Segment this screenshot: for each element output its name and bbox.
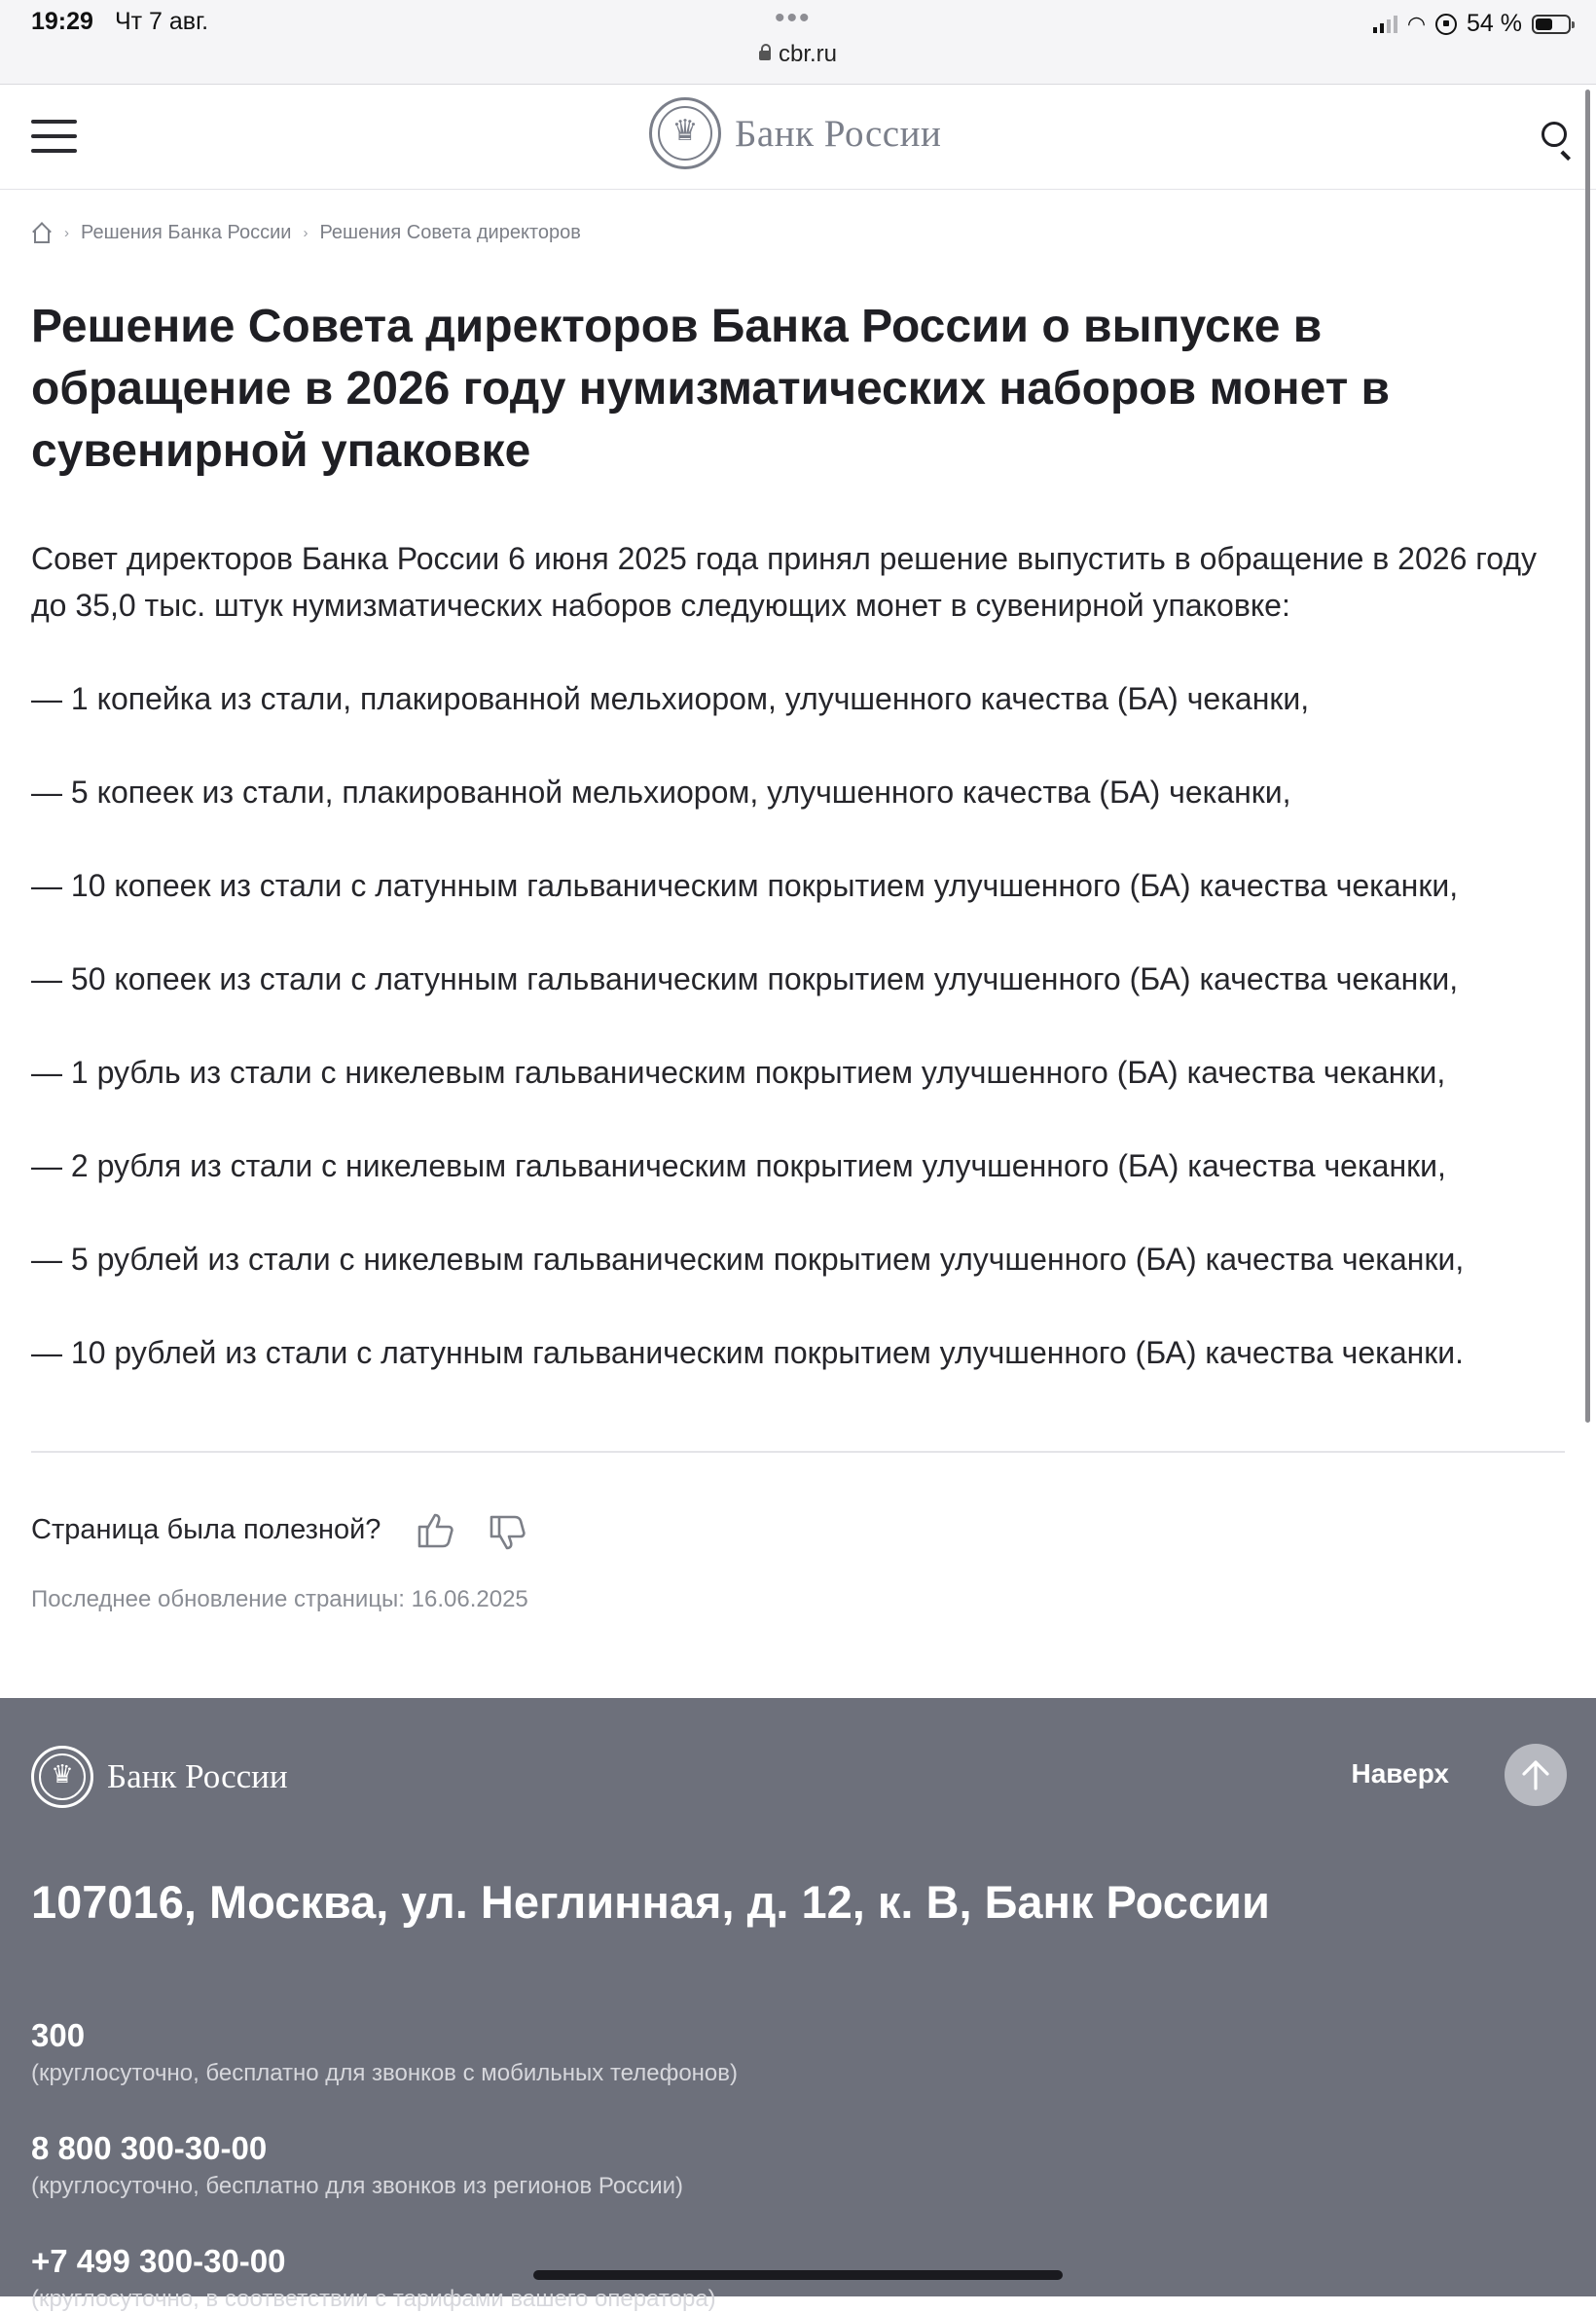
site-header (0, 85, 1596, 190)
breadcrumb-link-board-decisions[interactable]: Решения Совета директоров (319, 222, 581, 243)
breadcrumb (31, 222, 581, 244)
footer-address: 107016, Москва, ул. Неглинная, д. 12, к. В, Банк России (31, 1876, 1270, 1928)
site-footer (0, 1698, 1596, 2312)
page-title: Решение Совета директоров Банка России о выпуске в обращение в 2026 году нумизматических наборов монет в сувенирной упаковке (31, 301, 1391, 477)
home-icon[interactable] (31, 223, 53, 244)
breadcrumb-link-decisions[interactable]: Решения Банка России (81, 222, 292, 243)
feedback-block (31, 1503, 530, 1556)
article-body (31, 535, 1569, 1376)
list-item: — 5 рублей из стали с никелевым гальваническим покрытием улучшенного (БА) качества чеканки, (31, 1242, 1465, 1277)
phone-number[interactable]: 8 800 300-30-00 (31, 2130, 268, 2166)
search-icon[interactable] (1542, 122, 1567, 147)
battery-icon (1532, 15, 1571, 34)
double-headed-eagle-emblem-icon (31, 1746, 93, 1808)
status-date: Чт 7 авг. (115, 8, 209, 35)
lock-icon (759, 51, 771, 60)
wifi-icon: ◠ (1406, 11, 1427, 36)
chevron-right-icon: › (64, 225, 69, 241)
double-headed-eagle-emblem-icon (649, 97, 721, 169)
rotation-lock-icon (1435, 14, 1457, 35)
status-indicators (1373, 10, 1571, 38)
footer-logo-text: Банк России (107, 1757, 288, 1795)
multitasking-dots-icon[interactable]: ••• (775, 2, 812, 34)
url-text: cbr.ru (778, 41, 838, 67)
phone-contact (31, 2017, 738, 2087)
article-intro: Совет директоров Банка России 6 июня 2025 года принял решение выпустить в обращение в 2026 году до 35,0 тыс. штук нумизматических наборов следующих монет в сувенирной упаковке: (31, 541, 1537, 623)
signal-icon (1373, 16, 1397, 33)
home-indicator[interactable] (533, 2270, 1063, 2280)
list-item: — 50 копеек из стали с латунным гальваническим покрытием улучшенного (БА) качества чеканки, (31, 961, 1459, 996)
list-item: — 1 рубль из стали с никелевым гальваническим покрытием улучшенного (БА) качества чеканки, (31, 1055, 1446, 1090)
list-item: — 10 копеек из стали с латунным гальваническим покрытием улучшенного (БА) качества чеканки, (31, 868, 1459, 903)
phone-note: (круглосуточно, в соответствии с тарифами вашего оператора) (31, 2286, 716, 2312)
list-item: — 10 рублей из стали с латунным гальваническим покрытием улучшенного (БА) качества чеканки. (31, 1335, 1465, 1370)
coin-list (31, 675, 1569, 1376)
phone-note: (круглосуточно, бесплатно для звонков из регионов России) (31, 2173, 684, 2199)
hamburger-menu-icon[interactable] (31, 120, 77, 153)
browser-status-bar (0, 0, 1596, 85)
footer-logo[interactable] (31, 1746, 288, 1808)
back-to-top-link[interactable]: Наверх (1351, 1758, 1449, 1789)
site-logo[interactable] (649, 97, 941, 169)
logo-text: Банк России (735, 112, 942, 155)
arrow-up-icon[interactable] (1505, 1744, 1567, 1806)
thumbs-down-icon[interactable] (486, 1511, 530, 1556)
chevron-right-icon: › (303, 225, 308, 241)
status-time: 19:29 (31, 8, 93, 35)
list-item: — 1 копейка из стали, плакированной мельхиором, улучшенного качества (БА) чеканки, (31, 681, 1310, 716)
thumbs-up-icon[interactable] (414, 1507, 458, 1552)
address-bar[interactable] (0, 41, 1596, 68)
feedback-question: Страница была полезной? (31, 1513, 381, 1545)
battery-percent: 54 % (1467, 10, 1522, 37)
list-item: — 5 копеек из стали, плакированной мельхиором, улучшенного качества (БА) чеканки, (31, 775, 1291, 810)
content-divider (31, 1451, 1565, 1453)
phone-number[interactable]: +7 499 300-30-00 (31, 2243, 286, 2279)
list-item: — 2 рубля из стали с никелевым гальваническим покрытием улучшенного (БА) качества чеканки, (31, 1148, 1446, 1183)
page-scrollbar[interactable] (1585, 90, 1590, 1423)
phone-contact (31, 2130, 683, 2200)
phone-number[interactable]: 300 (31, 2017, 86, 2053)
phone-note: (круглосуточно, бесплатно для звонков с мобильных телефонов) (31, 2060, 739, 2086)
last-updated: Последнее обновление страницы: 16.06.2025 (31, 1586, 528, 1612)
